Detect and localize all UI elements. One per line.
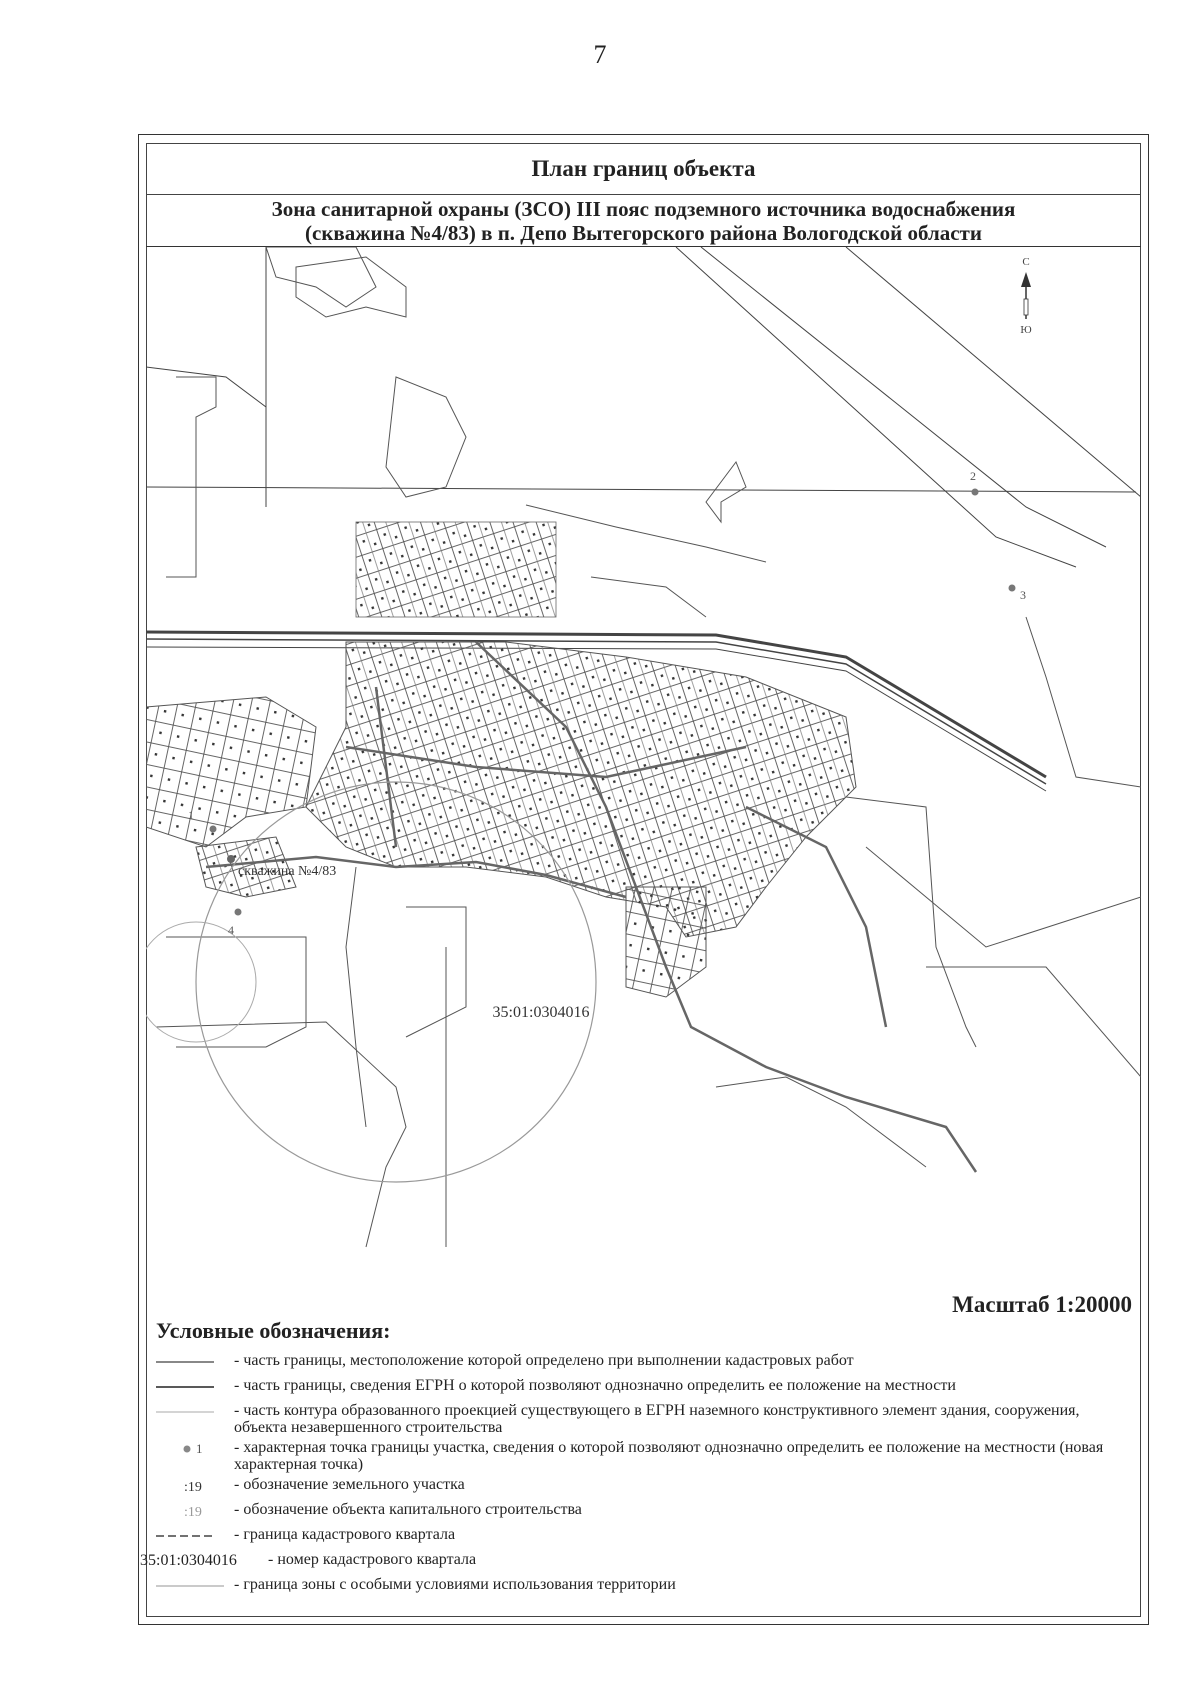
plan-subtitle bbox=[146, 195, 1141, 247]
land-plot-symbol bbox=[154, 1478, 244, 1494]
point-4-marker bbox=[235, 909, 242, 916]
zone-line-symbol bbox=[154, 1578, 244, 1594]
cadastral-map bbox=[146, 247, 1141, 1312]
boundary-lines bbox=[146, 247, 1141, 567]
legend-item: :19 - обозначение объекта капитального строительства bbox=[146, 1501, 1136, 1523]
plan-title: План границ объекта bbox=[146, 143, 1141, 195]
well-label: скважина №4/83 bbox=[238, 864, 337, 879]
svg-text:1: 1 bbox=[196, 1441, 203, 1456]
well-marker bbox=[227, 855, 235, 863]
gray-line-symbol bbox=[154, 1354, 244, 1370]
legend-item: 35:01:0304016 - номер кадастрового квартала bbox=[140, 1551, 477, 1569]
legend-item: - граница кадастрового квартала bbox=[146, 1526, 1136, 1548]
north-arrow bbox=[1020, 256, 1031, 336]
point-1-marker bbox=[210, 826, 217, 833]
point-2-label: 2 bbox=[970, 469, 976, 483]
north-road bbox=[526, 505, 766, 562]
building-symbol bbox=[154, 1503, 244, 1519]
point-2-marker bbox=[972, 489, 979, 496]
point-3-label: 3 bbox=[1020, 588, 1026, 602]
legend-title: Условные обозначения: bbox=[156, 1318, 391, 1343]
page-number: 7 bbox=[593, 40, 607, 69]
legend-item: 1 - характерная точка границы участка, сведения о которой позволяют однозначно определить ее положение на местности (новая характерная точка) bbox=[146, 1439, 1136, 1473]
scale-label: Масштаб 1:20000 bbox=[952, 1292, 1132, 1317]
cadastral-block-label: 35:01:0304016 bbox=[492, 1004, 590, 1021]
legend-item: :19 - обозначение земельного участка bbox=[146, 1476, 1136, 1498]
point-3-marker bbox=[1009, 585, 1016, 592]
black-line-symbol bbox=[154, 1379, 244, 1395]
svg-text::19: :19 bbox=[184, 1505, 202, 1519]
dashed-line-symbol bbox=[154, 1528, 244, 1544]
subtitle-line-1: Зона санитарной охраны (ЗСО) III пояс подземного источника водоснабжения bbox=[271, 197, 1016, 221]
legend bbox=[140, 1352, 1136, 1601]
northern-settlement bbox=[356, 522, 556, 617]
legend-item: - граница зоны с особыми условиями использования территории bbox=[146, 1576, 1136, 1598]
cadastral-number-symbol: 35:01:0304016 bbox=[140, 1552, 237, 1569]
point-symbol bbox=[154, 1441, 244, 1457]
point-1-label: 1 bbox=[188, 808, 194, 822]
legend-item: - часть контура образованного проекцией существующего в ЕГРН наземного конструктивного элемент здания, сооружения, объекта незавершенного строительства bbox=[146, 1402, 1136, 1436]
legend-item: - часть границы, местоположение которой определено при выполнении кадастровых работ bbox=[146, 1352, 1136, 1374]
subtitle-line-2: (скважина №4/83) в п. Депо Вытегорского района Вологодской области bbox=[305, 221, 982, 245]
thin-gray-line-symbol bbox=[154, 1404, 244, 1420]
point-4-label: 4 bbox=[228, 923, 234, 937]
south-label: Ю bbox=[1020, 324, 1032, 336]
north-label: С bbox=[1022, 256, 1030, 268]
legend-item: - часть границы, сведения ЕГРН о которой позволяют однозначно определить ее положение на местности bbox=[146, 1377, 1136, 1399]
main-settlement bbox=[146, 642, 856, 997]
svg-text::19: :19 bbox=[184, 1480, 202, 1494]
